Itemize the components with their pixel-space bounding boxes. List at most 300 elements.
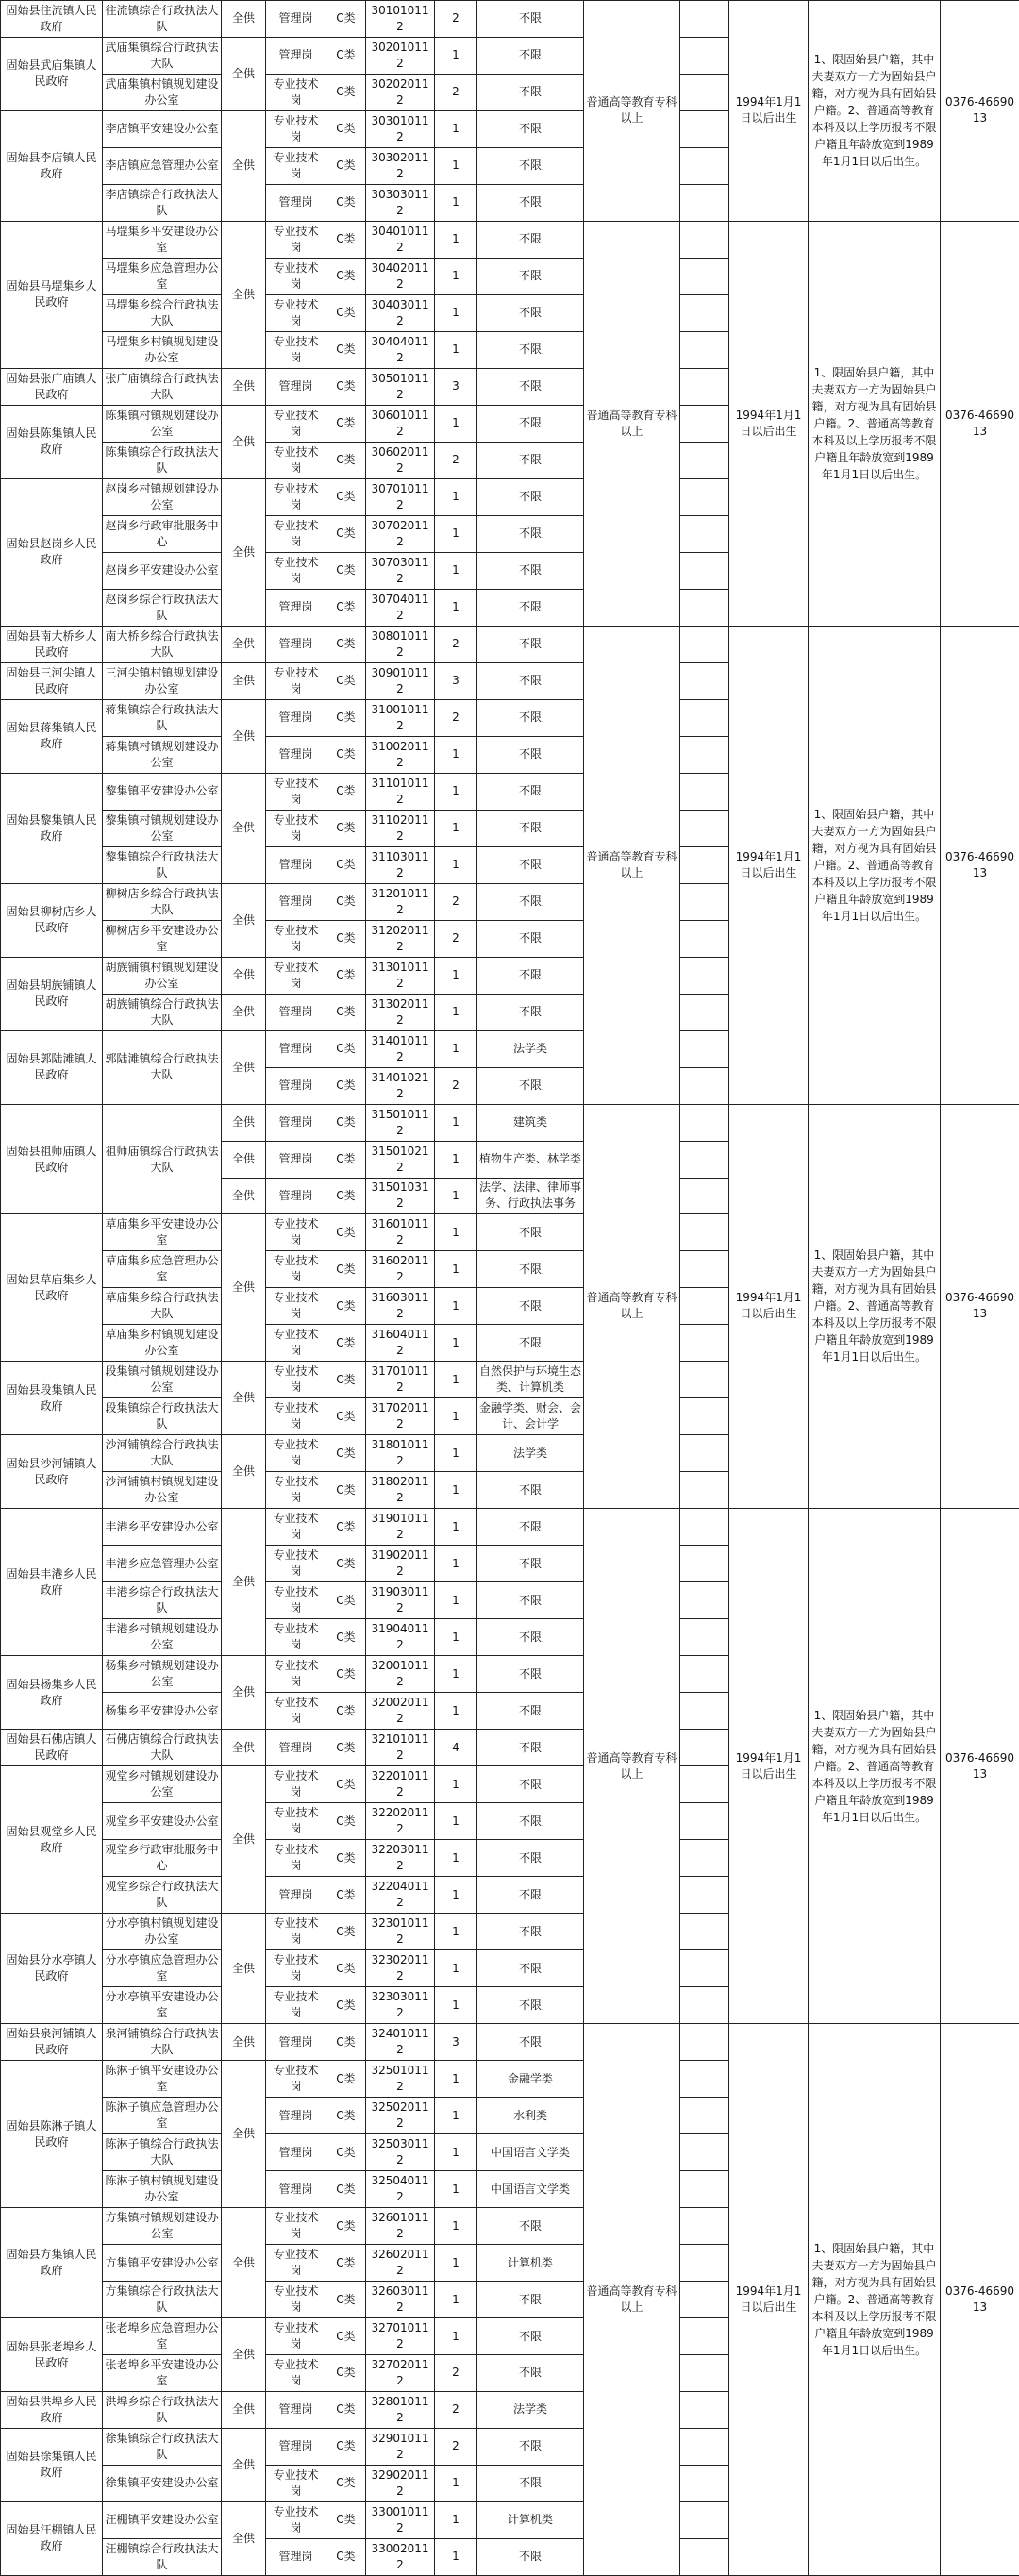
major-cell: 不限 (477, 1987, 584, 2024)
headcount-cell: 1 (435, 1582, 477, 1619)
category-cell: C类 (326, 2391, 366, 2428)
category-cell: C类 (326, 478, 366, 515)
headcount-cell: 1 (435, 1509, 477, 1546)
headcount-cell: 1 (435, 1987, 477, 2024)
age-requirement-cell: 1994年1月1日以后出生 (729, 1104, 809, 1509)
category-cell: C类 (326, 1104, 366, 1141)
department-cell: 草庙集乡平安建设办公室 (103, 1214, 222, 1251)
category-cell: C类 (326, 110, 366, 147)
position-code-cell: 319040112 (366, 1619, 435, 1656)
funding-cell: 全供 (222, 626, 266, 662)
degree-cell (680, 2355, 729, 2392)
headcount-cell: 1 (435, 1472, 477, 1509)
department-cell: 杨集乡平安建设办公室 (103, 1693, 222, 1730)
position-code-cell: 316040112 (366, 1325, 435, 1362)
table-row (1, 1509, 1019, 1546)
funding-cell: 全供 (222, 1178, 266, 1214)
headcount-cell: 1 (435, 957, 477, 994)
department-cell: 徐集镇平安建设办公室 (103, 2465, 222, 2501)
degree-cell (680, 1141, 729, 1178)
contact-phone-cell: 0376-4669013 (941, 626, 1019, 1104)
post-type-cell: 专业技术岗 (266, 515, 326, 552)
headcount-cell: 3 (435, 662, 477, 699)
headcount-cell: 1 (435, 478, 477, 515)
major-cell: 不限 (477, 1877, 584, 1914)
degree-cell (680, 2134, 729, 2171)
post-type-cell: 专业技术岗 (266, 1398, 326, 1435)
headcount-cell: 1 (435, 552, 477, 589)
position-code-cell: 323020112 (366, 1950, 435, 1987)
post-type-cell: 专业技术岗 (266, 2282, 326, 2318)
position-code-cell: 302010112 (366, 37, 435, 74)
education-cell: 普通高等教育专科以上 (584, 2024, 680, 2576)
post-type-cell: 专业技术岗 (266, 1546, 326, 1582)
major-cell: 不限 (477, 662, 584, 699)
post-type-cell: 专业技术岗 (266, 1472, 326, 1509)
degree-cell (680, 2538, 729, 2575)
post-type-cell: 管理岗 (266, 1, 326, 38)
category-cell: C类 (326, 405, 366, 442)
department-cell: 赵岗乡村镇规划建设办公室 (103, 478, 222, 515)
department-cell: 蒋集镇综合行政执法大队 (103, 699, 222, 736)
position-code-cell: 316020112 (366, 1251, 435, 1288)
category-cell: C类 (326, 2208, 366, 2245)
post-type-cell: 管理岗 (266, 699, 326, 736)
funding-cell: 全供 (222, 478, 266, 626)
department-cell: 黎集镇平安建设办公室 (103, 773, 222, 810)
post-type-cell: 专业技术岗 (266, 552, 326, 589)
department-cell: 祖师庙镇综合行政执法大队 (103, 1104, 222, 1214)
funding-cell: 全供 (222, 994, 266, 1030)
category-cell: C类 (326, 1288, 366, 1325)
post-type-cell: 专业技术岗 (266, 1288, 326, 1325)
category-cell: C类 (326, 662, 366, 699)
headcount-cell: 1 (435, 846, 477, 883)
department-cell: 方集镇综合行政执法大队 (103, 2282, 222, 2318)
major-cell: 不限 (477, 2208, 584, 2245)
category-cell: C类 (326, 1509, 366, 1546)
degree-cell (680, 1656, 729, 1693)
unit-name-cell: 固始县张老埠乡人民政府 (1, 2318, 103, 2392)
unit-name-cell: 固始县武庙集镇人民政府 (1, 37, 103, 110)
funding-cell: 全供 (222, 110, 266, 221)
table-row (1, 221, 1019, 258)
major-cell: 不限 (477, 1251, 584, 1288)
degree-cell (680, 1619, 729, 1656)
post-type-cell: 管理岗 (266, 736, 326, 773)
category-cell: C类 (326, 920, 366, 957)
funding-cell: 全供 (222, 1656, 266, 1730)
degree-cell (680, 846, 729, 883)
post-type-cell: 管理岗 (266, 1178, 326, 1214)
category-cell: C类 (326, 1435, 366, 1472)
position-code-cell: 311030112 (366, 846, 435, 883)
education-cell: 普通高等教育专科以上 (584, 626, 680, 1104)
position-code-cell: 330020112 (366, 2538, 435, 2575)
headcount-cell: 2 (435, 626, 477, 662)
headcount-cell: 1 (435, 2318, 477, 2355)
degree-cell (680, 2171, 729, 2208)
post-type-cell: 专业技术岗 (266, 1693, 326, 1730)
unit-name-cell: 固始县黎集镇人民政府 (1, 773, 103, 883)
position-code-cell: 329020112 (366, 2465, 435, 2501)
funding-cell: 全供 (222, 2501, 266, 2575)
position-code-cell: 301010112 (366, 1, 435, 38)
position-code-cell: 304020112 (366, 258, 435, 294)
degree-cell (680, 1914, 729, 1950)
category-cell: C类 (326, 1398, 366, 1435)
position-code-cell: 318010112 (366, 1435, 435, 1472)
category-cell: C类 (326, 515, 366, 552)
education-cell: 普通高等教育专科以上 (584, 1104, 680, 1509)
department-cell: 三河尖镇村镇规划建设办公室 (103, 662, 222, 699)
education-cell: 普通高等教育专科以上 (584, 1, 680, 222)
post-type-cell: 专业技术岗 (266, 442, 326, 478)
major-cell: 水利类 (477, 2098, 584, 2134)
headcount-cell: 1 (435, 1435, 477, 1472)
position-code-cell: 307020112 (366, 515, 435, 552)
department-cell: 黎集镇综合行政执法大队 (103, 846, 222, 883)
headcount-cell: 1 (435, 2465, 477, 2501)
funding-cell: 全供 (222, 1362, 266, 1435)
post-type-cell: 管理岗 (266, 994, 326, 1030)
funding-cell: 全供 (222, 662, 266, 699)
headcount-cell: 1 (435, 2171, 477, 2208)
headcount-cell: 1 (435, 1251, 477, 1288)
degree-cell (680, 957, 729, 994)
degree-cell (680, 1325, 729, 1362)
major-cell: 不限 (477, 1509, 584, 1546)
funding-cell: 全供 (222, 957, 266, 994)
degree-cell (680, 1362, 729, 1398)
headcount-cell: 4 (435, 1730, 477, 1766)
department-cell: 赵岗乡综合行政执法大队 (103, 589, 222, 626)
category-cell: C类 (326, 699, 366, 736)
department-cell: 陈淋子镇村镇规划建设办公室 (103, 2171, 222, 2208)
degree-cell (680, 1067, 729, 1104)
headcount-cell: 1 (435, 2208, 477, 2245)
position-code-cell: 329010112 (366, 2428, 435, 2465)
degree-cell (680, 2024, 729, 2061)
post-type-cell: 专业技术岗 (266, 1214, 326, 1251)
headcount-cell: 1 (435, 1362, 477, 1398)
degree-cell (680, 1730, 729, 1766)
headcount-cell: 2 (435, 883, 477, 920)
major-cell: 植物生产类、林学类 (477, 1141, 584, 1178)
degree-cell (680, 1546, 729, 1582)
degree-cell (680, 1472, 729, 1509)
category-cell: C类 (326, 552, 366, 589)
post-type-cell: 管理岗 (266, 589, 326, 626)
position-code-cell: 312020112 (366, 920, 435, 957)
funding-cell: 全供 (222, 699, 266, 773)
position-code-cell: 325040112 (366, 2171, 435, 2208)
post-type-cell: 专业技术岗 (266, 920, 326, 957)
degree-cell (680, 258, 729, 294)
post-type-cell: 管理岗 (266, 37, 326, 74)
funding-cell: 全供 (222, 2208, 266, 2318)
department-cell: 黎集镇村镇规划建设办公室 (103, 810, 222, 846)
post-type-cell: 专业技术岗 (266, 1803, 326, 1840)
headcount-cell: 1 (435, 1766, 477, 1803)
major-cell: 不限 (477, 1656, 584, 1693)
department-cell: 陈集镇综合行政执法大队 (103, 442, 222, 478)
education-cell: 普通高等教育专科以上 (584, 221, 680, 626)
other-requirements-cell: 1、限固始县户籍，其中夫妻双方一方为固始县户籍，对方视为具有固始县户籍。2、普通高等教育本科及以上学历报考不限户籍且年龄放宽到1989年1月1日以后出生。 (809, 626, 941, 1104)
post-type-cell: 专业技术岗 (266, 1619, 326, 1656)
headcount-cell: 1 (435, 589, 477, 626)
department-cell: 李店镇平安建设办公室 (103, 110, 222, 147)
department-cell: 观堂乡平安建设办公室 (103, 1803, 222, 1840)
unit-name-cell: 固始县往流镇人民政府 (1, 1, 103, 38)
funding-cell: 全供 (222, 1766, 266, 1914)
degree-cell (680, 110, 729, 147)
department-cell: 方集镇平安建设办公室 (103, 2245, 222, 2282)
department-cell: 丰港乡村镇规划建设办公室 (103, 1619, 222, 1656)
degree-cell (680, 331, 729, 368)
category-cell: C类 (326, 1950, 366, 1987)
major-cell: 不限 (477, 994, 584, 1030)
department-cell: 马堽集乡综合行政执法大队 (103, 294, 222, 331)
post-type-cell: 专业技术岗 (266, 1435, 326, 1472)
category-cell: C类 (326, 2501, 366, 2538)
table-row (1, 1104, 1019, 1141)
major-cell: 不限 (477, 2024, 584, 2061)
degree-cell (680, 699, 729, 736)
department-cell: 张老埠乡平安建设办公室 (103, 2355, 222, 2392)
department-cell: 方集镇村镇规划建设办公室 (103, 2208, 222, 2245)
headcount-cell: 1 (435, 331, 477, 368)
post-type-cell: 专业技术岗 (266, 2208, 326, 2245)
category-cell: C类 (326, 810, 366, 846)
category-cell: C类 (326, 1067, 366, 1104)
position-code-cell: 322020112 (366, 1803, 435, 1840)
major-cell: 不限 (477, 1214, 584, 1251)
post-type-cell: 专业技术岗 (266, 1950, 326, 1987)
major-cell: 不限 (477, 221, 584, 258)
post-type-cell: 专业技术岗 (266, 2318, 326, 2355)
degree-cell (680, 2061, 729, 2098)
category-cell: C类 (326, 1214, 366, 1251)
degree-cell (680, 1104, 729, 1141)
post-type-cell: 专业技术岗 (266, 662, 326, 699)
category-cell: C类 (326, 37, 366, 74)
post-type-cell: 管理岗 (266, 2538, 326, 2575)
headcount-cell: 1 (435, 2061, 477, 2098)
post-type-cell: 管理岗 (266, 1104, 326, 1141)
major-cell: 不限 (477, 957, 584, 994)
category-cell: C类 (326, 2134, 366, 2171)
major-cell: 不限 (477, 331, 584, 368)
headcount-cell: 1 (435, 994, 477, 1030)
degree-cell (680, 920, 729, 957)
degree-cell (680, 736, 729, 773)
post-type-cell: 管理岗 (266, 1877, 326, 1914)
age-requirement-cell: 1994年1月1日以后出生 (729, 221, 809, 626)
age-requirement-cell: 1994年1月1日以后出生 (729, 1, 809, 222)
major-cell: 不限 (477, 1914, 584, 1950)
post-type-cell: 专业技术岗 (266, 773, 326, 810)
department-cell: 胡族铺镇综合行政执法大队 (103, 994, 222, 1030)
post-type-cell: 管理岗 (266, 883, 326, 920)
headcount-cell: 1 (435, 1030, 477, 1067)
major-cell: 不限 (477, 1472, 584, 1509)
major-cell: 不限 (477, 442, 584, 478)
degree-cell (680, 184, 729, 221)
post-type-cell: 专业技术岗 (266, 405, 326, 442)
post-type-cell: 管理岗 (266, 184, 326, 221)
major-cell: 中国语言文学类 (477, 2171, 584, 2208)
position-code-cell: 317010112 (366, 1362, 435, 1398)
degree-cell (680, 2428, 729, 2465)
major-cell: 不限 (477, 1730, 584, 1766)
headcount-cell: 1 (435, 2538, 477, 2575)
unit-name-cell: 固始县汪棚镇人民政府 (1, 2501, 103, 2575)
category-cell: C类 (326, 1251, 366, 1288)
position-code-cell: 304040112 (366, 331, 435, 368)
department-cell: 武庙集镇村镇规划建设办公室 (103, 74, 222, 110)
post-type-cell: 专业技术岗 (266, 1325, 326, 1362)
post-type-cell: 专业技术岗 (266, 2355, 326, 2392)
post-type-cell: 管理岗 (266, 2391, 326, 2428)
headcount-cell: 1 (435, 1288, 477, 1325)
headcount-cell: 1 (435, 736, 477, 773)
department-cell: 丰港乡综合行政执法大队 (103, 1582, 222, 1619)
position-code-cell: 306020112 (366, 442, 435, 478)
headcount-cell: 1 (435, 294, 477, 331)
degree-cell (680, 37, 729, 74)
unit-name-cell: 固始县分水亭镇人民政府 (1, 1914, 103, 2024)
department-cell: 汪棚镇综合行政执法大队 (103, 2538, 222, 2575)
contact-phone-cell: 0376-4669013 (941, 221, 1019, 626)
department-cell: 张老埠乡应急管理办公室 (103, 2318, 222, 2355)
funding-cell: 全供 (222, 405, 266, 478)
post-type-cell: 管理岗 (266, 2171, 326, 2208)
funding-cell: 全供 (222, 2061, 266, 2208)
headcount-cell: 1 (435, 2245, 477, 2282)
headcount-cell: 1 (435, 1803, 477, 1840)
degree-cell (680, 994, 729, 1030)
post-type-cell: 专业技术岗 (266, 478, 326, 515)
unit-name-cell: 固始县陈集镇人民政府 (1, 405, 103, 478)
degree-cell (680, 2245, 729, 2282)
headcount-cell: 1 (435, 810, 477, 846)
position-code-cell: 316010112 (366, 1214, 435, 1251)
degree-cell (680, 442, 729, 478)
degree-cell (680, 883, 729, 920)
post-type-cell: 专业技术岗 (266, 1766, 326, 1803)
department-cell: 张广庙镇综合行政执法大队 (103, 368, 222, 405)
category-cell: C类 (326, 1619, 366, 1656)
major-cell: 不限 (477, 2538, 584, 2575)
headcount-cell: 1 (435, 184, 477, 221)
major-cell: 不限 (477, 294, 584, 331)
category-cell: C类 (326, 1693, 366, 1730)
position-code-cell: 322030112 (366, 1840, 435, 1877)
department-cell: 观堂乡村镇规划建设办公室 (103, 1766, 222, 1803)
department-cell: 石佛店镇综合行政执法大队 (103, 1730, 222, 1766)
age-requirement-cell: 1994年1月1日以后出生 (729, 626, 809, 1104)
degree-cell (680, 662, 729, 699)
category-cell: C类 (326, 331, 366, 368)
position-code-cell: 307030112 (366, 552, 435, 589)
degree-cell (680, 1987, 729, 2024)
major-cell: 不限 (477, 1766, 584, 1803)
post-type-cell: 专业技术岗 (266, 294, 326, 331)
post-type-cell: 管理岗 (266, 626, 326, 662)
headcount-cell: 2 (435, 699, 477, 736)
unit-name-cell: 固始县观堂乡人民政府 (1, 1766, 103, 1914)
major-cell: 不限 (477, 1, 584, 38)
department-cell: 胡族铺镇村镇规划建设办公室 (103, 957, 222, 994)
post-type-cell: 专业技术岗 (266, 331, 326, 368)
department-cell: 分水亭镇村镇规划建设办公室 (103, 1914, 222, 1950)
post-type-cell: 管理岗 (266, 1067, 326, 1104)
unit-name-cell: 固始县段集镇人民政府 (1, 1362, 103, 1435)
major-cell: 金融学类、财会、会计、会计学 (477, 1398, 584, 1435)
position-code-cell: 308010112 (366, 626, 435, 662)
table-row (1, 626, 1019, 662)
major-cell: 金融学类 (477, 2061, 584, 2098)
category-cell: C类 (326, 1178, 366, 1214)
department-cell: 沙河铺镇村镇规划建设办公室 (103, 1472, 222, 1509)
category-cell: C类 (326, 147, 366, 184)
major-cell: 建筑类 (477, 1104, 584, 1141)
category-cell: C类 (326, 1840, 366, 1877)
position-code-cell: 326030112 (366, 2282, 435, 2318)
category-cell: C类 (326, 2318, 366, 2355)
department-cell: 陈淋子镇综合行政执法大队 (103, 2134, 222, 2171)
major-cell: 计算机类 (477, 2501, 584, 2538)
headcount-cell: 3 (435, 368, 477, 405)
category-cell: C类 (326, 1730, 366, 1766)
headcount-cell: 1 (435, 1325, 477, 1362)
headcount-cell: 1 (435, 515, 477, 552)
post-type-cell: 管理岗 (266, 2428, 326, 2465)
post-type-cell: 专业技术岗 (266, 1987, 326, 2024)
headcount-cell: 1 (435, 2134, 477, 2171)
funding-cell: 全供 (222, 773, 266, 883)
major-cell: 不限 (477, 736, 584, 773)
post-type-cell: 管理岗 (266, 1141, 326, 1178)
contact-phone-cell: 0376-4669013 (941, 2024, 1019, 2576)
post-type-cell: 专业技术岗 (266, 2465, 326, 2501)
degree-cell (680, 1950, 729, 1987)
category-cell: C类 (326, 2538, 366, 2575)
department-cell: 蒋集镇村镇规划建设办公室 (103, 736, 222, 773)
unit-name-cell: 固始县泉河铺镇人民政府 (1, 2024, 103, 2061)
department-cell: 往流镇综合行政执法大队 (103, 1, 222, 38)
degree-cell (680, 1251, 729, 1288)
funding-cell: 全供 (222, 221, 266, 368)
department-cell: 武庙集镇综合行政执法大队 (103, 37, 222, 74)
other-requirements-cell: 1、限固始县户籍，其中夫妻双方一方为固始县户籍，对方视为具有固始县户籍。2、普通高等教育本科及以上学历报考不限户籍且年龄放宽到1989年1月1日以后出生。 (809, 1104, 941, 1509)
degree-cell (680, 589, 729, 626)
department-cell: 赵岗乡平安建设办公室 (103, 552, 222, 589)
position-code-cell: 319030112 (366, 1582, 435, 1619)
category-cell: C类 (326, 589, 366, 626)
department-cell: 分水亭镇应急管理办公室 (103, 1950, 222, 1987)
department-cell: 杨集乡村镇规划建设办公室 (103, 1656, 222, 1693)
department-cell: 马堽集乡应急管理办公室 (103, 258, 222, 294)
major-cell: 不限 (477, 478, 584, 515)
unit-name-cell: 固始县柳树店乡人民政府 (1, 883, 103, 957)
unit-name-cell: 固始县三河尖镇人民政府 (1, 662, 103, 699)
age-requirement-cell: 1994年1月1日以后出生 (729, 1509, 809, 2024)
post-type-cell: 专业技术岗 (266, 110, 326, 147)
degree-cell (680, 2391, 729, 2428)
headcount-cell: 2 (435, 2355, 477, 2392)
